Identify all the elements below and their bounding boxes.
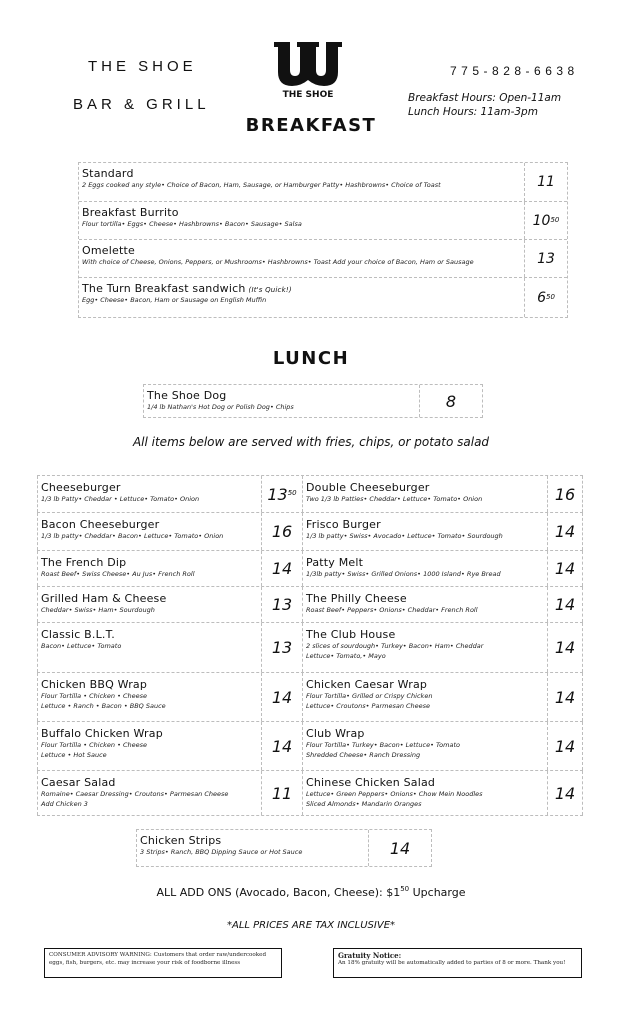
- item-desc: Sliced Almonds• Mandarin Oranges: [306, 800, 422, 808]
- item-desc: 1/3 lb patty• Swiss• Avocado• Lettuce• Tomato• Sourdough: [306, 532, 503, 540]
- breakfast-hours: Breakfast Hours: Open-11am: [408, 92, 562, 104]
- lunch-row: [37, 673, 583, 722]
- lunch-item: [144, 385, 482, 417]
- shoe-dog-table: [143, 384, 483, 418]
- item-desc: Lettuce• Tomato,• Mayo: [306, 652, 386, 660]
- item-desc: Roast Beef• Swiss Cheese• Au Jus• French Roll: [41, 570, 195, 578]
- item-name: Chicken Strips: [140, 834, 222, 847]
- item-name: Chinese Chicken Salad: [306, 776, 436, 789]
- item-desc: Flour Tortilla• Turkey• Bacon• Lettuce• Tomato: [306, 741, 460, 749]
- item-price: 14: [271, 687, 293, 707]
- item-price: 11: [271, 783, 293, 803]
- item-desc: 1/3 lb Patty• Cheddar • Lettuce• Tomato• Onion: [41, 495, 200, 503]
- breakfast-table: [78, 162, 568, 318]
- item-name: Cheeseburger: [41, 481, 121, 494]
- lunch-hours: Lunch Hours: 11am-3pm: [408, 106, 538, 118]
- item-name: Club Wrap: [306, 727, 365, 740]
- item-name: Chicken BBQ Wrap: [41, 678, 148, 691]
- logo-w-icon: [270, 40, 346, 88]
- item-name: Buffalo Chicken Wrap: [41, 727, 163, 740]
- item-price: 14: [271, 559, 293, 578]
- lunch-item: [302, 722, 583, 770]
- item-price: 13: [271, 638, 293, 657]
- item-name: Classic B.L.T.: [41, 628, 115, 641]
- lunch-item: [302, 587, 583, 622]
- item-desc: With choice of Cheese, Onions, Peppers, or Mushrooms• Hashbrowns• Toast Add your choice of Bacon, Ham or Sausage: [82, 258, 474, 266]
- breakfast-title: BREAKFAST: [245, 115, 377, 136]
- lunch-item: [37, 587, 302, 622]
- lunch-row: [37, 513, 583, 551]
- item-name: The Turn Breakfast sandwich: [82, 282, 246, 295]
- item-price: 8: [445, 391, 457, 411]
- consumer-advisory-box: [44, 948, 282, 978]
- lunch-row: [37, 623, 583, 673]
- item-name: Caesar Salad: [41, 776, 116, 789]
- item-price: 16: [554, 484, 576, 504]
- logo: [270, 40, 346, 100]
- item-desc: Cheddar• Swiss• Ham• Sourdough: [41, 606, 155, 614]
- item-price: 10 $^{50}$: [532, 212, 560, 229]
- item-price: 14: [389, 838, 411, 858]
- lunch-item: [37, 551, 302, 586]
- gratuity-text: An 18% gratuity will be automatically added to parties of 8 or more. Thank you!: [338, 959, 566, 966]
- item-desc: Flour Tortilla • Chicken • Cheese: [41, 741, 148, 749]
- lunch-item: [302, 771, 583, 815]
- item-name: The Shoe Dog: [147, 389, 227, 402]
- lunch-item: [37, 513, 302, 550]
- item-desc: Two 1/3 lb Patties• Cheddar• Lettuce• Tomato• Onion: [306, 495, 483, 503]
- item-desc: 3 Strips• Ranch, BBQ Dipping Sauce or Hot Sauce: [140, 848, 303, 856]
- tax-note: *ALL PRICES ARE TAX INCLUSIVE*: [226, 920, 396, 931]
- item-price: 16: [271, 522, 293, 541]
- item-desc: Lettuce• Green Peppers• Onions• Chow Mein Noodles: [306, 790, 483, 798]
- item-price: 11: [537, 174, 555, 190]
- restaurant-name-line1: THE SHOE: [88, 58, 197, 75]
- lunch-table: [37, 475, 583, 816]
- item-price: 13: [537, 250, 555, 267]
- lunch-item: [37, 623, 302, 672]
- item-price: 14: [554, 559, 576, 578]
- item-name: Chicken Caesar Wrap: [306, 678, 428, 691]
- item-name: Patty Melt: [306, 556, 364, 569]
- item-desc: 2 Eggs cooked any style• Choice of Bacon, Ham, Sausage, or Hamburger Patty• Hashbrowns• Choice of Toast: [82, 181, 441, 189]
- item-name: Breakfast Burrito: [82, 206, 179, 219]
- item-price: 14: [554, 595, 576, 614]
- item-price: 14: [554, 522, 576, 541]
- item-name: The French Dip: [41, 556, 127, 569]
- lunch-title: LUNCH: [272, 348, 350, 369]
- item-desc: Flour Tortilla• Grilled or Crispy Chicken: [306, 692, 433, 700]
- chicken-strips-table: [136, 829, 432, 867]
- lunch-item: [302, 513, 583, 550]
- item-desc: 2 slices of sourdough• Turkey• Bacon• Ham• Cheddar: [306, 642, 484, 650]
- item-desc: Shredded Cheese• Ranch Dressing: [306, 751, 421, 759]
- item-price: 14: [554, 638, 576, 657]
- gratuity-notice-box: [333, 948, 582, 978]
- lunch-item: [37, 722, 302, 770]
- addons-note: ALL ADD ONS (Avocado, Bacon, Cheese): $\$1^{50}$ Upcharge: [156, 885, 466, 899]
- item-desc: Lettuce• Croutons• Parmesan Cheese: [306, 702, 431, 710]
- item-desc: 1/3lb patty• Swiss• Grilled Onions• 1000 Island• Rye Bread: [306, 570, 501, 578]
- item-name: The Club House: [306, 628, 396, 641]
- lunch-row: [37, 551, 583, 587]
- lunch-item: [302, 551, 583, 586]
- lunch-item: [37, 476, 302, 512]
- lunch-item: [302, 476, 583, 512]
- item-desc: Roast Beef• Peppers• Onions• Cheddar• French Roll: [306, 606, 478, 614]
- item-desc: Bacon• Lettuce• Tomato: [41, 642, 122, 650]
- item-desc: 1/3 lb patty• Cheddar• Bacon• Lettuce• Tomato• Onion: [41, 532, 224, 540]
- item-name: Omelette: [82, 244, 135, 257]
- item-name: The Philly Cheese: [306, 592, 407, 605]
- item-desc: Romaine• Caesar Dressing• Croutons• Parmesan Cheese: [41, 790, 229, 798]
- item-desc: Egg• Cheese• Bacon, Ham or Sausage on English Muffin: [82, 296, 267, 304]
- restaurant-name-line2: BAR & GRILL: [73, 96, 210, 113]
- lunch-row: [37, 722, 583, 771]
- item-desc: Flour tortilla• Eggs• Cheese• Hashbrowns• Bacon• Sausage• Salsa: [82, 220, 302, 228]
- lunch-row: [37, 771, 583, 816]
- served-with-note: All items below are served with fries, chips, or potato salad: [132, 435, 490, 449]
- item-price: 14: [554, 687, 576, 707]
- breakfast-item: [79, 163, 567, 202]
- item-price: 14: [554, 736, 576, 756]
- item-note: (It's Quick!): [248, 286, 292, 294]
- item-name: Double Cheeseburger: [306, 481, 430, 494]
- item-price: 13: [271, 595, 293, 614]
- item-name: Frisco Burger: [306, 518, 381, 531]
- item-price: 14: [554, 783, 576, 803]
- item-desc: Flour Tortilla • Chicken • Cheese: [41, 692, 148, 700]
- item-desc: Lettuce • Ranch • Bacon • BBQ Sauce: [41, 702, 166, 710]
- lunch-item: [137, 830, 431, 866]
- item-price: 6 $^{50}$: [537, 289, 555, 306]
- item-desc: Lettuce • Hot Sauce: [41, 751, 107, 759]
- breakfast-item: [79, 202, 567, 240]
- lunch-item: [302, 623, 583, 672]
- consumer-advisory-text: CONSUMER ADVISORY WARNING: Customers that order raw/undercooked eggs, fish, burgers, etc. may increase your risk of foodborne illness: [49, 952, 267, 966]
- phone-number: 775-828-6638: [450, 64, 579, 78]
- breakfast-item: [79, 278, 567, 317]
- item-name: Grilled Ham & Cheese: [41, 592, 167, 605]
- gratuity-title: Gratuity Notice:: [338, 951, 402, 960]
- lunch-item: [37, 771, 302, 815]
- item-desc: 1/4 lb Nathan's Hot Dog or Polish Dog• Chips: [147, 403, 294, 411]
- item-name: Bacon Cheeseburger: [41, 518, 160, 531]
- item-name: Standard: [82, 167, 134, 180]
- logo-text: THE SHOE: [282, 90, 334, 100]
- item-price: 13 $^{50}$: [267, 484, 297, 504]
- breakfast-item: [79, 240, 567, 278]
- lunch-row: [37, 475, 583, 513]
- lunch-item: [302, 673, 583, 721]
- item-price: 14: [271, 736, 293, 756]
- lunch-item: [37, 673, 302, 721]
- lunch-row: [37, 587, 583, 623]
- item-desc: Add Chicken 3: [41, 800, 88, 808]
